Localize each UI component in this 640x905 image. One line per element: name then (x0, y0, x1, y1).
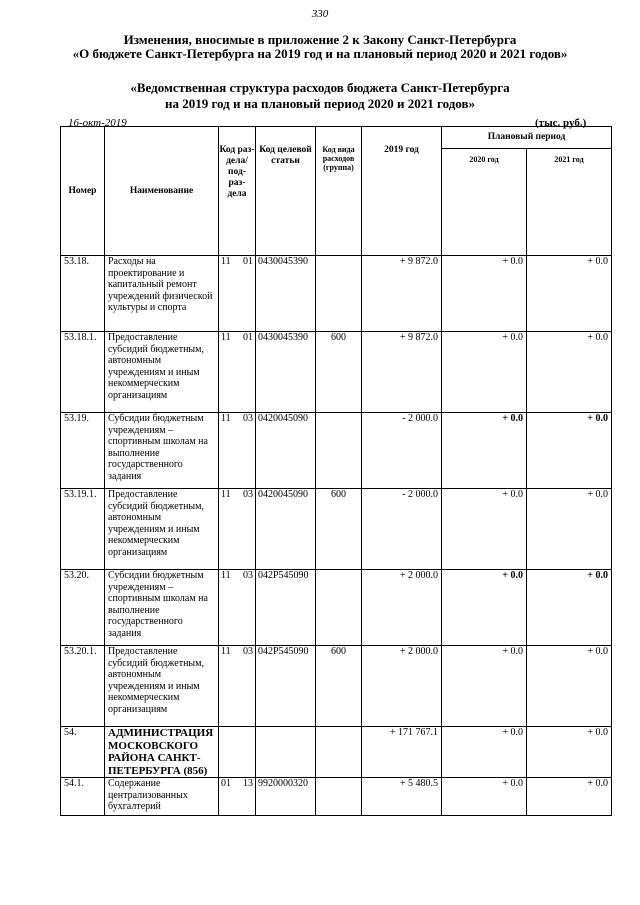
row-name: Субсидии бюджетным учреждениям – спортивным школам на выполнение государственного задания (105, 570, 219, 646)
row-amount-2021: + 0.0 (527, 489, 612, 570)
row-target-code (256, 727, 316, 778)
document-date: 16-окт-2019 (68, 117, 127, 129)
section-code: 01 (221, 778, 231, 789)
row-expense-code (316, 256, 362, 332)
row-section-code (219, 646, 256, 727)
col-name-header: Наименование (105, 127, 219, 256)
subsection-code: 01 (243, 332, 253, 343)
table-row (61, 778, 612, 816)
page-number: 330 (311, 8, 329, 20)
row-expense-code (316, 727, 362, 778)
row-amount-2021: + 0.0 (527, 332, 612, 413)
row-name: Предоставление субсидий бюджетным, автономным учреждениям и иным некоммерческим организациям (105, 489, 219, 570)
subtitle-line-2: на 2019 год и на плановый период 2020 и 2021 годов» (164, 96, 475, 111)
row-name: Предоставление субсидий бюджетным, автономным учреждениям и иным некоммерческим организациям (105, 646, 219, 727)
subsection-code: 03 (243, 489, 253, 500)
col-expense-header: Код вида расходов (группа) (316, 127, 362, 256)
row-section-code (219, 256, 256, 332)
col-section-header: Код раз- дела/ под- раз- дела (219, 127, 256, 256)
row-amount-2021: + 0.0 (527, 778, 612, 816)
row-name: Содержание централизованных бухгалтерий (105, 778, 219, 816)
section-code: 11 (221, 256, 231, 267)
row-amount-2020: + 0.0 (442, 413, 527, 489)
row-expense-code: 600 (316, 332, 362, 413)
row-amount-2019: - 2 000.0 (362, 413, 442, 489)
row-target-code: 9920000320 (256, 778, 316, 816)
row-amount-2021: + 0.0 (527, 727, 612, 778)
table-row (61, 570, 612, 646)
section-code: 11 (221, 489, 231, 500)
row-amount-2019: - 2 000.0 (362, 489, 442, 570)
row-name: Расходы на проектирование и капитальный ремонт учреждений физической культуры и спорта (105, 256, 219, 332)
row-amount-2020: + 0.0 (442, 256, 527, 332)
row-name: АДМИНИСТРАЦИЯ МОСКОВСКОГО РАЙОНА САНКТ-ПЕТЕРБУРГА (856) (105, 727, 219, 778)
subsection-code: 03 (243, 570, 253, 581)
row-amount-2021: + 0.0 (527, 570, 612, 646)
row-target-code: 042P545090 (256, 570, 316, 646)
row-number: 53.18. (61, 256, 105, 332)
row-amount-2020: + 0.0 (442, 778, 527, 816)
budget-table (60, 126, 612, 816)
row-section-code (219, 413, 256, 489)
col-target-header: Код целевой статьи (256, 127, 316, 256)
row-amount-2020: + 0.0 (442, 646, 527, 727)
row-section-code (219, 778, 256, 816)
row-expense-code (316, 778, 362, 816)
row-expense-code: 600 (316, 646, 362, 727)
row-amount-2019: + 9 872.0 (362, 256, 442, 332)
row-target-code: 0430045390 (256, 256, 316, 332)
subsection-code: 01 (243, 256, 253, 267)
row-amount-2019: + 2 000.0 (362, 646, 442, 727)
col-2019-header: 2019 год (362, 127, 442, 256)
row-section-code (219, 489, 256, 570)
row-amount-2021: + 0.0 (527, 413, 612, 489)
row-section-code (219, 570, 256, 646)
row-target-code: 042P545090 (256, 646, 316, 727)
row-amount-2020: + 0.0 (442, 332, 527, 413)
subsection-code: 03 (243, 413, 253, 424)
table-row (61, 727, 612, 778)
table-row (61, 413, 612, 489)
row-number: 54. (61, 727, 105, 778)
row-name: Предоставление субсидий бюджетным, автономным учреждениям и иным некоммерческим организациям (105, 332, 219, 413)
section-code: 11 (221, 413, 231, 424)
table-row (61, 332, 612, 413)
table-row (61, 646, 612, 727)
row-target-code: 0430045390 (256, 332, 316, 413)
section-code: 11 (221, 332, 231, 343)
section-code: 11 (221, 646, 231, 657)
row-name: Субсидии бюджетным учреждениям – спортивным школам на выполнение государственного задания (105, 413, 219, 489)
row-target-code: 0420045090 (256, 413, 316, 489)
planned-period-header: Плановый период (442, 127, 612, 149)
section-code: 11 (221, 570, 231, 581)
row-number: 53.19.1. (61, 489, 105, 570)
table-row (61, 489, 612, 570)
row-amount-2019: + 2 000.0 (362, 570, 442, 646)
row-number: 53.20. (61, 570, 105, 646)
row-section-code (219, 332, 256, 413)
title-line-2: «О бюджете Санкт-Петербурга на 2019 год и на плановый период 2020 и 2021 годов» (72, 46, 568, 61)
table-row (61, 256, 612, 332)
row-number: 53.18.1. (61, 332, 105, 413)
row-amount-2021: + 0.0 (527, 646, 612, 727)
row-amount-2019: + 9 872.0 (362, 332, 442, 413)
row-amount-2020: + 0.0 (442, 489, 527, 570)
subtitle-line-1: «Ведомственная структура расходов бюджета Санкт-Петербурга (130, 80, 510, 95)
subsection-code: 03 (243, 646, 253, 657)
row-amount-2019: + 5 480.5 (362, 778, 442, 816)
row-amount-2020: + 0.0 (442, 727, 527, 778)
row-target-code: 0420045090 (256, 489, 316, 570)
row-expense-code: 600 (316, 489, 362, 570)
row-section-code (219, 727, 256, 778)
row-expense-code (316, 570, 362, 646)
title-line-1: Изменения, вносимые в приложение 2 к Закону Санкт-Петербурга (123, 32, 517, 47)
row-expense-code (316, 413, 362, 489)
row-number: 53.19. (61, 413, 105, 489)
col-2020-header: 2020 год (442, 149, 527, 256)
col-2021-header: 2021 год (527, 149, 612, 256)
units-label: (тыс. руб.) (535, 117, 587, 129)
row-number: 53.20.1. (61, 646, 105, 727)
subsection-code: 13 (243, 778, 253, 789)
col-number-header: Номер (61, 127, 105, 256)
row-number: 54.1. (61, 778, 105, 816)
row-amount-2020: + 0.0 (442, 570, 527, 646)
row-amount-2019: + 171 767.1 (362, 727, 442, 778)
row-amount-2021: + 0.0 (527, 256, 612, 332)
